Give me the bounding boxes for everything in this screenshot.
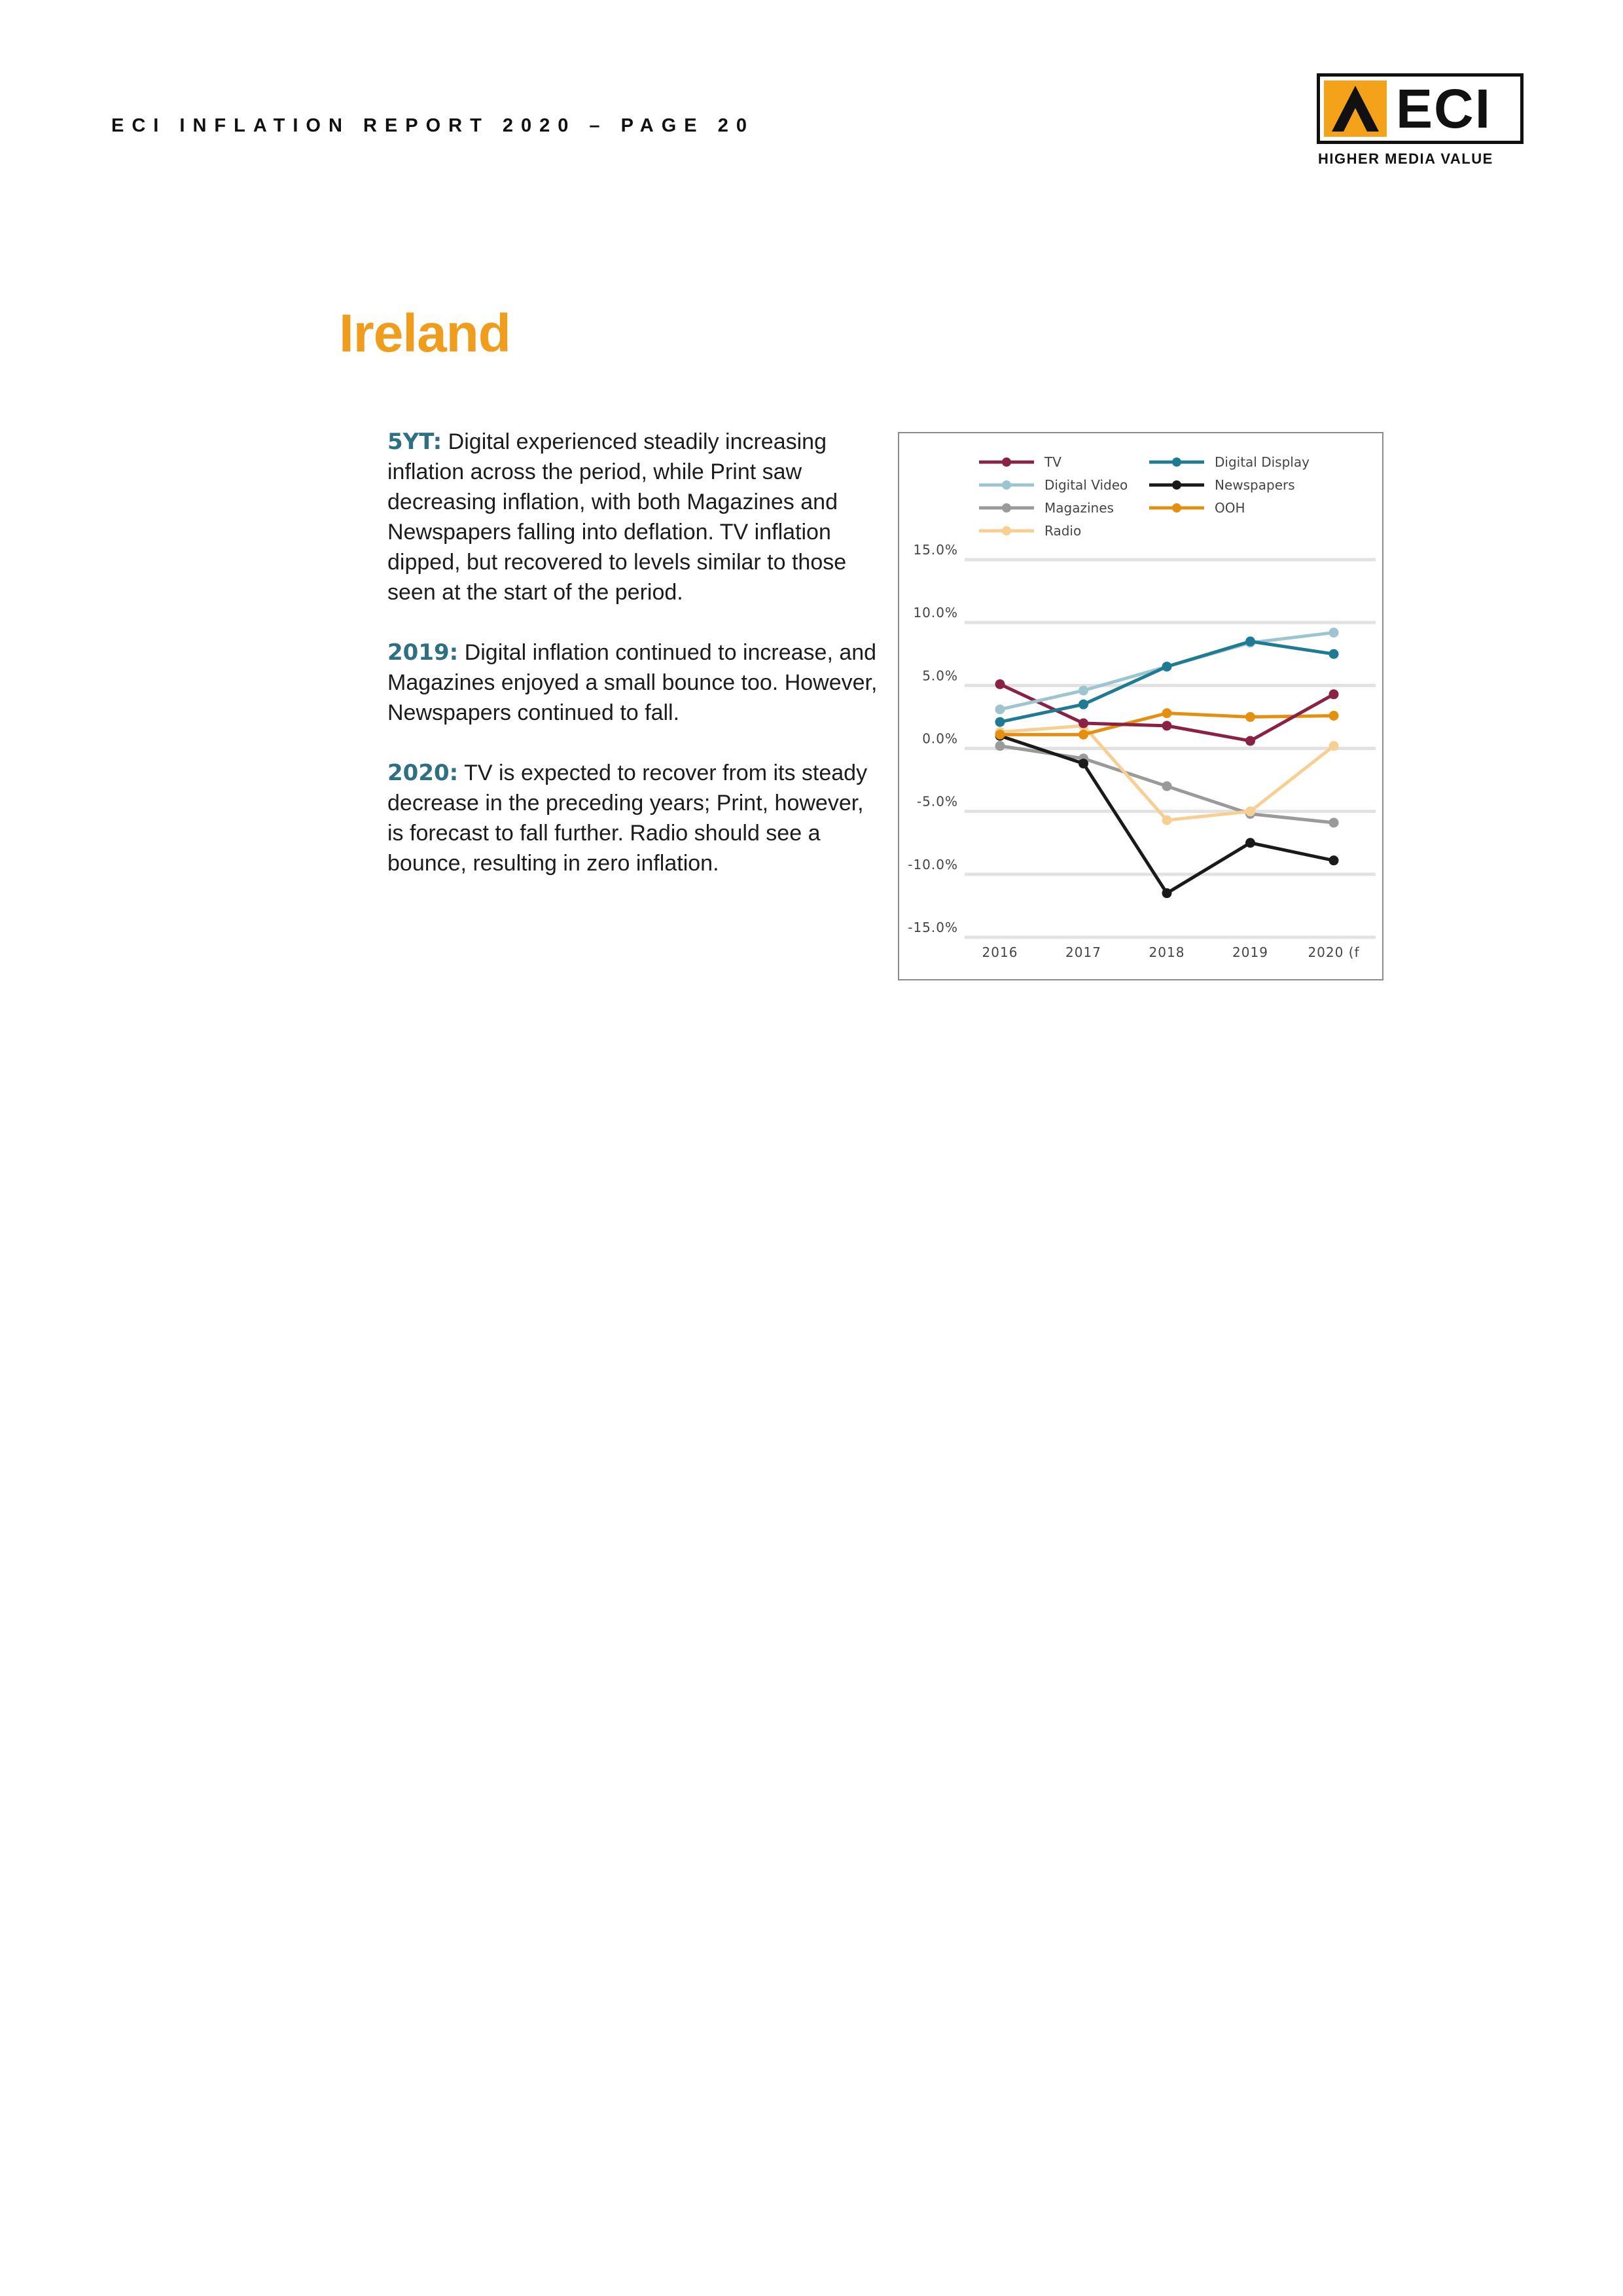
legend-label: TV xyxy=(1044,454,1061,470)
eci-logo xyxy=(1317,73,1527,171)
inflation-chart-frame xyxy=(898,432,1383,980)
logo-frame xyxy=(1317,73,1524,144)
data-point xyxy=(1329,711,1339,721)
x-tick-label: 2020 (f xyxy=(1308,944,1360,960)
paragraph-key: 5YT: xyxy=(387,429,442,455)
paragraph-text: Digital inflation continued to increase, and Magazines enjoyed a small bounce too. However, Newspapers continued to fall. xyxy=(387,640,878,725)
data-point xyxy=(1329,855,1339,865)
legend-swatch-marker xyxy=(1172,457,1181,467)
data-point xyxy=(995,717,1005,727)
legend-label: Radio xyxy=(1044,523,1082,539)
logo-tagline: HIGHER MEDIA VALUE xyxy=(1318,151,1493,167)
data-point xyxy=(995,679,1005,689)
y-tick-label: 0.0% xyxy=(922,730,958,747)
paragraph-2019 xyxy=(387,637,885,728)
legend-label: Digital Video xyxy=(1044,477,1128,493)
legend-swatch-marker xyxy=(1002,480,1011,490)
data-point xyxy=(1329,817,1339,827)
legend-swatch-marker xyxy=(1002,526,1011,535)
legend-swatch-marker xyxy=(1172,480,1181,490)
logo-arrow-icon xyxy=(1324,81,1387,137)
paragraph-2020 xyxy=(387,758,885,878)
data-point xyxy=(1245,736,1255,745)
data-point xyxy=(1162,721,1172,730)
y-tick-label: -5.0% xyxy=(916,793,958,810)
data-point xyxy=(1162,781,1172,791)
paragraph-key: 2019: xyxy=(387,639,459,666)
x-tick-label: 2019 xyxy=(1232,944,1268,960)
y-tick-label: 10.0% xyxy=(913,605,958,621)
page-title: Ireland xyxy=(339,304,510,363)
legend-item xyxy=(979,500,1114,516)
y-tick-label: 5.0% xyxy=(922,668,958,684)
legend-label: Magazines xyxy=(1044,500,1114,516)
data-point xyxy=(1079,730,1088,740)
chart-series xyxy=(995,628,1339,898)
data-point xyxy=(1329,741,1339,751)
chart-legend xyxy=(979,454,1310,539)
data-point xyxy=(995,730,1005,740)
legend-label: OOH xyxy=(1215,500,1245,516)
data-point xyxy=(1245,637,1255,647)
paragraph-key: 2020: xyxy=(387,760,459,786)
paragraph-text: Digital experienced steadily increasing inflation across the period, while Print saw decreasing inflation, with both Magazines and Newspapers falling into deflation. TV inflation dipped, but recovered to levels similar to those seen at the start of the period. xyxy=(387,429,847,605)
legend-label: Digital Display xyxy=(1215,454,1310,470)
data-point xyxy=(1162,708,1172,718)
legend-item xyxy=(979,477,1128,493)
data-point xyxy=(995,704,1005,714)
data-point xyxy=(1329,628,1339,637)
data-point xyxy=(1245,712,1255,722)
legend-swatch-marker xyxy=(1002,457,1011,467)
data-point xyxy=(995,741,1005,751)
data-point xyxy=(1329,689,1339,699)
x-tick-label: 2017 xyxy=(1065,944,1101,960)
legend-swatch-marker xyxy=(1002,503,1011,512)
paragraph-text: TV is expected to recover from its steady decrease in the preceding years; Print, however, is forecast to fall further. Radio should see a bounce, resulting in zero inflation. xyxy=(387,761,868,876)
body-copy xyxy=(387,427,885,908)
legend-item xyxy=(1149,500,1245,516)
logo-wordmark: ECI xyxy=(1396,78,1492,139)
running-header: ECI INFLATION REPORT 2020 – PAGE 20 xyxy=(111,115,755,136)
data-point xyxy=(1079,719,1088,728)
x-tick-label: 2016 xyxy=(982,944,1018,960)
x-tick-label: 2018 xyxy=(1149,944,1185,960)
data-point xyxy=(1245,838,1255,848)
data-point xyxy=(1162,662,1172,672)
legend-item xyxy=(1149,454,1310,470)
data-point xyxy=(1079,759,1088,768)
legend-item xyxy=(979,523,1081,539)
data-point xyxy=(1162,888,1172,898)
data-point xyxy=(1329,649,1339,659)
series-line xyxy=(1000,736,1334,893)
legend-swatch-marker xyxy=(1172,503,1181,512)
legend-item xyxy=(979,454,1061,470)
chart-y-axis xyxy=(908,542,958,935)
data-point xyxy=(1079,686,1088,696)
inflation-line-chart xyxy=(899,433,1382,979)
y-tick-label: 15.0% xyxy=(913,542,958,558)
legend-item xyxy=(1149,477,1295,493)
chart-x-axis xyxy=(982,944,1360,960)
data-point xyxy=(1079,700,1088,709)
legend-label: Newspapers xyxy=(1215,477,1295,493)
data-point xyxy=(1245,806,1255,816)
series-line xyxy=(1000,726,1334,820)
y-tick-label: -10.0% xyxy=(908,856,958,872)
paragraph-5yt xyxy=(387,427,885,607)
data-point xyxy=(1162,816,1172,825)
series-radio xyxy=(995,721,1339,825)
y-tick-label: -15.0% xyxy=(908,920,958,935)
